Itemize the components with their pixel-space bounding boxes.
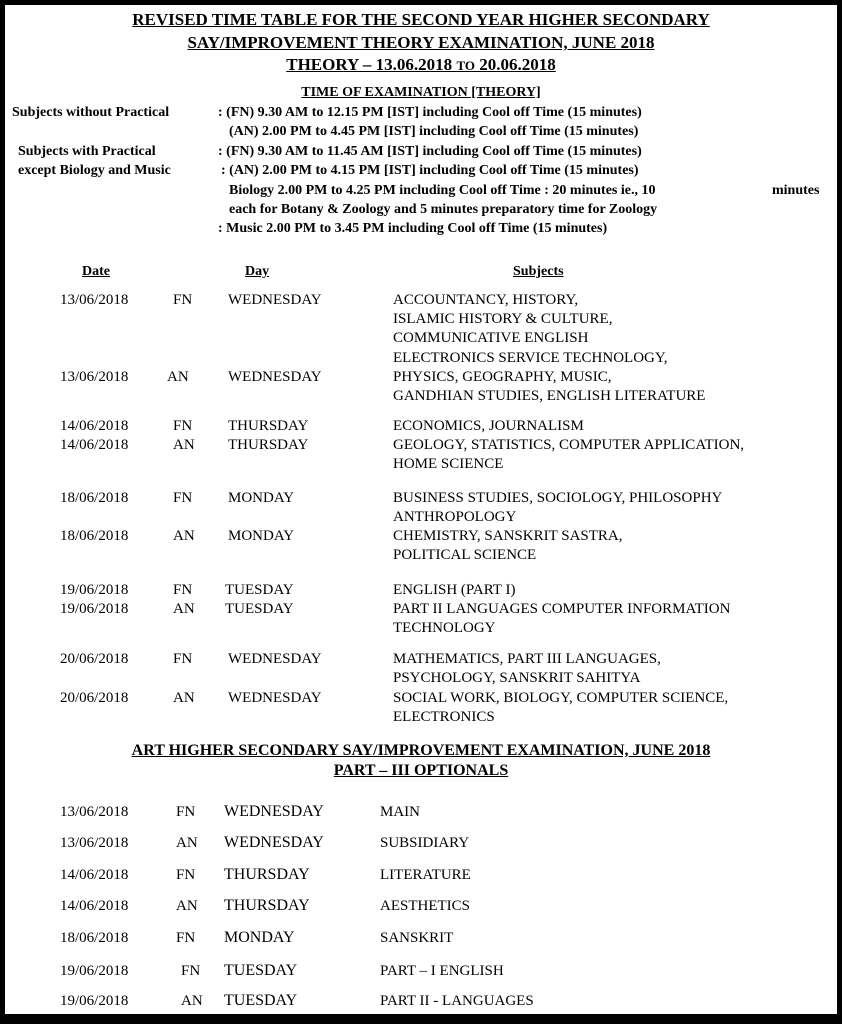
- row-session: AN: [173, 437, 195, 453]
- row-day: MONDAY: [224, 929, 295, 946]
- row-date: 14/06/2018: [60, 898, 129, 914]
- row-session: FN: [173, 292, 193, 308]
- row-subject: PART II - LANGUAGES: [380, 993, 534, 1009]
- row-day: THURSDAY: [224, 866, 310, 883]
- row-subject-line: PSYCHOLOGY, SANSKRIT SAHITYA: [393, 670, 641, 686]
- row-subject-line: ELECTRONICS SERVICE TECHNOLOGY,: [393, 350, 668, 366]
- row-date: 13/06/2018: [60, 369, 129, 385]
- time-line: : (AN) 2.00 PM to 4.15 PM [IST] including Cool off Time (15 minutes): [221, 163, 639, 178]
- row-subject-line: SOCIAL WORK, BIOLOGY, COMPUTER SCIENCE,: [393, 690, 729, 706]
- row-date: 20/06/2018: [60, 651, 129, 667]
- row-subject-line: ECONOMICS, JOURNALISM: [393, 418, 584, 434]
- row-subject-line: POLITICAL SCIENCE: [393, 547, 537, 563]
- row-subject-line: BUSINESS STUDIES, SOCIOLOGY, PHILOSOPHY: [393, 490, 723, 506]
- row-day: TUESDAY: [225, 582, 294, 598]
- label-with-practical-2: except Biology and Music: [18, 163, 171, 178]
- row-day: THURSDAY: [228, 437, 309, 453]
- row-subject-line: PHYSICS, GEOGRAPHY, MUSIC,: [393, 369, 612, 385]
- row-date: 13/06/2018: [60, 835, 129, 851]
- title-line-3: [5, 55, 837, 75]
- row-subject-line: ELECTRONICS: [393, 709, 495, 725]
- row-day: WEDNESDAY: [224, 834, 324, 851]
- row-day: WEDNESDAY: [228, 651, 322, 667]
- row-date: 19/06/2018: [60, 582, 129, 598]
- row-date: 19/06/2018: [60, 601, 129, 617]
- column-header-subjects: Subjects: [513, 264, 564, 279]
- row-date: 14/06/2018: [60, 437, 129, 453]
- row-subject-line: CHEMISTRY, SANSKRIT SASTRA,: [393, 528, 623, 544]
- row-subject: MAIN: [380, 804, 420, 820]
- row-day: MONDAY: [228, 528, 295, 544]
- row-subject: LITERATURE: [380, 867, 471, 883]
- row-subject-line: ACCOUNTANCY, HISTORY,: [393, 292, 579, 308]
- row-subject-line: MATHEMATICS, PART III LANGUAGES,: [393, 651, 661, 667]
- row-session: AN: [176, 835, 198, 851]
- row-session: FN: [176, 867, 196, 883]
- row-subject: PART – I ENGLISH: [380, 963, 504, 979]
- row-date: 13/06/2018: [60, 292, 129, 308]
- row-subject-line: ENGLISH (PART I): [393, 582, 516, 598]
- time-of-exam-heading: TIME OF EXAMINATION [THEORY]: [301, 85, 541, 100]
- row-day: WEDNESDAY: [224, 803, 324, 820]
- column-header-date: Date: [82, 264, 110, 279]
- document-page: [5, 5, 837, 1014]
- row-subject-line: HOME SCIENCE: [393, 456, 504, 472]
- row-date: 19/06/2018: [60, 963, 129, 979]
- title-line-3-end: 20.06.2018: [475, 55, 556, 74]
- row-date: 14/06/2018: [60, 867, 129, 883]
- row-subject: AESTHETICS: [380, 898, 470, 914]
- title-line-3-to: TO: [456, 58, 475, 73]
- column-header-day: Day: [245, 264, 270, 279]
- row-subject-line: ANTHROPOLOGY: [393, 509, 517, 525]
- row-session: FN: [176, 930, 196, 946]
- row-session: FN: [173, 490, 193, 506]
- row-subject: SUBSIDIARY: [380, 835, 470, 851]
- row-subject-line: COMMUNICATIVE ENGLISH: [393, 330, 589, 346]
- title-line-2: SAY/IMPROVEMENT THEORY EXAMINATION, JUNE 2018: [187, 33, 655, 52]
- title-line-1: REVISED TIME TABLE FOR THE SECOND YEAR HIGHER SECONDARY: [132, 10, 710, 29]
- row-day: THURSDAY: [224, 897, 310, 914]
- time-line: : Music 2.00 PM to 3.45 PM including Cool off Time (15 minutes): [218, 221, 608, 236]
- row-session: AN: [173, 690, 195, 706]
- row-subject-line: GANDHIAN STUDIES, ENGLISH LITERATURE: [393, 388, 706, 404]
- time-line: : (FN) 9.30 AM to 11.45 AM [IST] including Cool off Time (15 minutes): [218, 144, 642, 159]
- row-date: 18/06/2018: [60, 528, 129, 544]
- title-line-3-start: THEORY – 13.06.2018: [286, 55, 457, 74]
- time-line: each for Botany & Zoology and 5 minutes preparatory time for Zoology: [229, 202, 658, 217]
- row-day: THURSDAY: [228, 418, 309, 434]
- row-date: 20/06/2018: [60, 690, 129, 706]
- row-session: AN: [173, 528, 195, 544]
- row-subject-line: TECHNOLOGY: [393, 620, 496, 636]
- row-day: TUESDAY: [225, 601, 294, 617]
- row-session: AN: [176, 898, 198, 914]
- row-day: WEDNESDAY: [228, 690, 322, 706]
- label-without-practical: Subjects without Practical: [12, 105, 170, 120]
- label-with-practical-1: Subjects with Practical: [18, 144, 156, 159]
- row-subject: SANSKRIT: [380, 930, 454, 946]
- time-line: Biology 2.00 PM to 4.25 PM including Cool off Time : 20 minutes ie., 10: [229, 183, 656, 198]
- time-line-minutes: minutes: [772, 183, 820, 198]
- row-date: 18/06/2018: [60, 490, 129, 506]
- row-date: 19/06/2018: [60, 993, 129, 1009]
- time-line: : (FN) 9.30 AM to 12.15 PM [IST] including Cool off Time (15 minutes): [218, 105, 642, 120]
- art-section-title-line-1: ART HIGHER SECONDARY SAY/IMPROVEMENT EXAMINATION, JUNE 2018: [131, 742, 711, 759]
- row-day: TUESDAY: [224, 962, 298, 979]
- row-day: WEDNESDAY: [228, 369, 322, 385]
- row-date: 13/06/2018: [60, 804, 129, 820]
- row-session: FN: [173, 582, 193, 598]
- time-line: (AN) 2.00 PM to 4.45 PM [IST] including Cool off Time (15 minutes): [229, 124, 639, 139]
- row-session: FN: [176, 804, 196, 820]
- row-subject-line: PART II LANGUAGES COMPUTER INFORMATION: [393, 601, 731, 617]
- row-subject-line: ISLAMIC HISTORY & CULTURE,: [393, 311, 613, 327]
- row-date: 18/06/2018: [60, 930, 129, 946]
- row-session: AN: [167, 369, 189, 385]
- row-session: AN: [181, 993, 203, 1009]
- art-section-title-line-2: PART – III OPTIONALS: [333, 762, 509, 779]
- row-day: MONDAY: [228, 490, 295, 506]
- row-session: AN: [173, 601, 195, 617]
- row-day: TUESDAY: [224, 992, 298, 1009]
- row-session: FN: [181, 963, 201, 979]
- row-session: FN: [173, 651, 193, 667]
- row-day: WEDNESDAY: [228, 292, 322, 308]
- row-subject-line: GEOLOGY, STATISTICS, COMPUTER APPLICATION,: [393, 437, 745, 453]
- row-date: 14/06/2018: [60, 418, 129, 434]
- row-session: FN: [173, 418, 193, 434]
